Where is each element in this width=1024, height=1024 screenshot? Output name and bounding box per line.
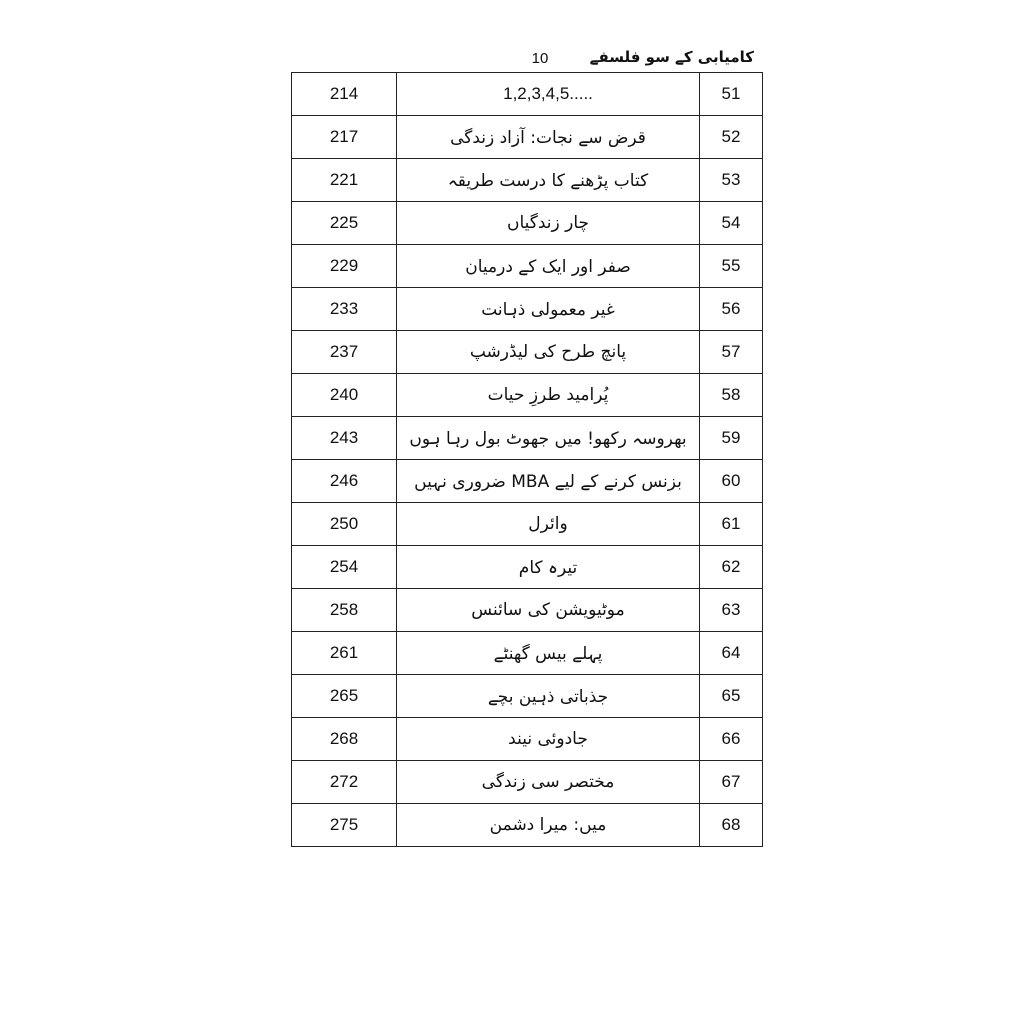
table-row — [292, 116, 763, 159]
table-row — [292, 589, 763, 632]
table-row — [292, 73, 763, 116]
table-row — [292, 159, 763, 202]
table-row — [292, 245, 763, 288]
page-cell: 261 — [292, 632, 397, 675]
chapter-number-cell: 62 — [700, 546, 763, 589]
chapter-number-cell: 64 — [700, 632, 763, 675]
page-cell: 221 — [292, 159, 397, 202]
page-number: 10 — [531, 50, 549, 67]
title-cell: وائرل — [397, 503, 700, 546]
page-cell: 250 — [292, 503, 397, 546]
page-cell: 217 — [292, 116, 397, 159]
page-cell: 243 — [292, 417, 397, 460]
chapter-number-cell: 58 — [700, 374, 763, 417]
table-row — [292, 460, 763, 503]
page-cell: 275 — [292, 804, 397, 847]
chapter-number-cell: 61 — [700, 503, 763, 546]
toc-body — [292, 73, 763, 847]
chapter-number-cell: 52 — [700, 116, 763, 159]
title-cell: مختصر سی زندگی — [397, 761, 700, 804]
chapter-number-cell: 55 — [700, 245, 763, 288]
page-cell: 214 — [292, 73, 397, 116]
page-cell: 258 — [292, 589, 397, 632]
title-cell: قرض سے نجات: آزاد زندگی — [397, 116, 700, 159]
page-cell: 240 — [292, 374, 397, 417]
table-row — [292, 546, 763, 589]
title-cell: صفر اور ایک کے درمیان — [397, 245, 700, 288]
page-cell: 237 — [292, 331, 397, 374]
page-cell: 272 — [292, 761, 397, 804]
running-header-title: کامیابی کے سو فلسفے — [589, 48, 754, 66]
title-cell: پہلے بیس گھنٹے — [397, 632, 700, 675]
title-cell: چار زندگیاں — [397, 202, 700, 245]
title-cell: بھروسہ رکھو! میں جھوٹ بول رہا ہوں — [397, 417, 700, 460]
table-row — [292, 804, 763, 847]
chapter-number-cell: 68 — [700, 804, 763, 847]
page-cell: 268 — [292, 718, 397, 761]
table-row — [292, 718, 763, 761]
chapter-number-cell: 51 — [700, 73, 763, 116]
chapter-number-cell: 53 — [700, 159, 763, 202]
page-cell: 225 — [292, 202, 397, 245]
table-row — [292, 374, 763, 417]
page-cell: 246 — [292, 460, 397, 503]
table-row — [292, 288, 763, 331]
title-cell: پُرامید طرزِ حیات — [397, 374, 700, 417]
table-row — [292, 632, 763, 675]
title-cell: بزنس کرنے کے لیے MBA ضروری نہیں — [397, 460, 700, 503]
page-cell: 254 — [292, 546, 397, 589]
chapter-number-cell: 57 — [700, 331, 763, 374]
chapter-number-cell: 59 — [700, 417, 763, 460]
chapter-number-cell: 67 — [700, 761, 763, 804]
chapter-number-cell: 66 — [700, 718, 763, 761]
table-row — [292, 675, 763, 718]
table-row — [292, 331, 763, 374]
title-cell: جذباتی ذہین بچے — [397, 675, 700, 718]
page-cell: 265 — [292, 675, 397, 718]
title-cell: تیرہ کام — [397, 546, 700, 589]
chapter-number-cell: 56 — [700, 288, 763, 331]
chapter-number-cell: 54 — [700, 202, 763, 245]
title-cell: پانچ طرح کی لیڈرشپ — [397, 331, 700, 374]
title-cell: غیر معمولی ذہانت — [397, 288, 700, 331]
title-cell: موٹیویشن کی سائنس — [397, 589, 700, 632]
table-row — [292, 503, 763, 546]
table-row — [292, 202, 763, 245]
title-cell: کتاب پڑھنے کا درست طریقہ — [397, 159, 700, 202]
title-cell: میں: میرا دشمن — [397, 804, 700, 847]
page-cell: 233 — [292, 288, 397, 331]
chapter-number-cell: 60 — [700, 460, 763, 503]
table-row — [292, 417, 763, 460]
table-of-contents — [291, 72, 763, 847]
chapter-number-cell: 63 — [700, 589, 763, 632]
title-cell: جادوئی نیند — [397, 718, 700, 761]
chapter-number-cell: 65 — [700, 675, 763, 718]
title-cell: 1,2,3,4,5..... — [397, 73, 700, 116]
page-cell: 229 — [292, 245, 397, 288]
table-row — [292, 761, 763, 804]
